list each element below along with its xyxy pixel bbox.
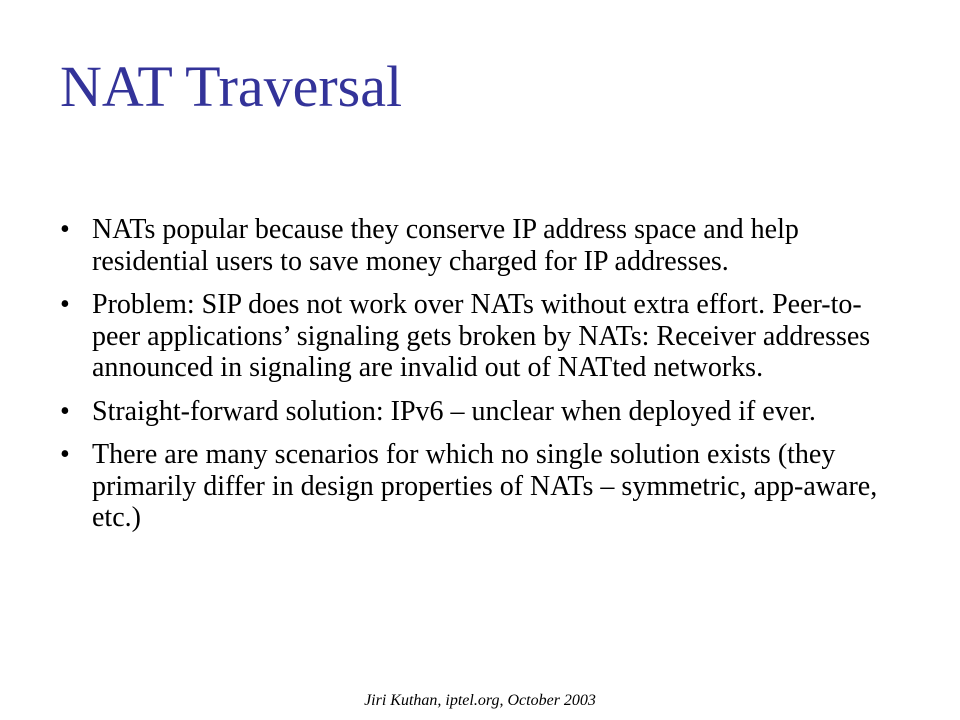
bullet-dot-icon: • xyxy=(60,395,70,427)
bullet-item xyxy=(60,439,890,534)
bullet-text: Straight-forward solution: IPv6 – unclear when deployed if ever. xyxy=(92,395,816,427)
slide-footer: Jiri Kuthan, iptel.org, October 2003 xyxy=(364,692,596,709)
bullet-dot-icon: • xyxy=(60,214,70,245)
bullet-item xyxy=(60,214,890,277)
slide-title: NAT Traversal xyxy=(60,54,403,119)
bullet-text: NATs popular because they conserve IP address space and help residential users to save money charged for IP addresses. xyxy=(92,214,799,277)
bullet-dot-icon: • xyxy=(60,289,70,320)
bullet-item xyxy=(60,396,890,428)
bullet-text: There are many scenarios for which no single solution exists (they primarily differ in design properties of NATs – symmetric, app-aware, etc.) xyxy=(92,439,878,533)
bullet-text: Problem: SIP does not work over NATs without extra effort. Peer-to-peer applications’ signaling gets broken by NATs: Receiver addresses announced in signaling are invalid out of NATted networks. xyxy=(92,289,871,383)
bullet-item xyxy=(60,289,890,384)
bullet-dot-icon: • xyxy=(60,439,70,470)
bullet-list xyxy=(60,214,890,546)
